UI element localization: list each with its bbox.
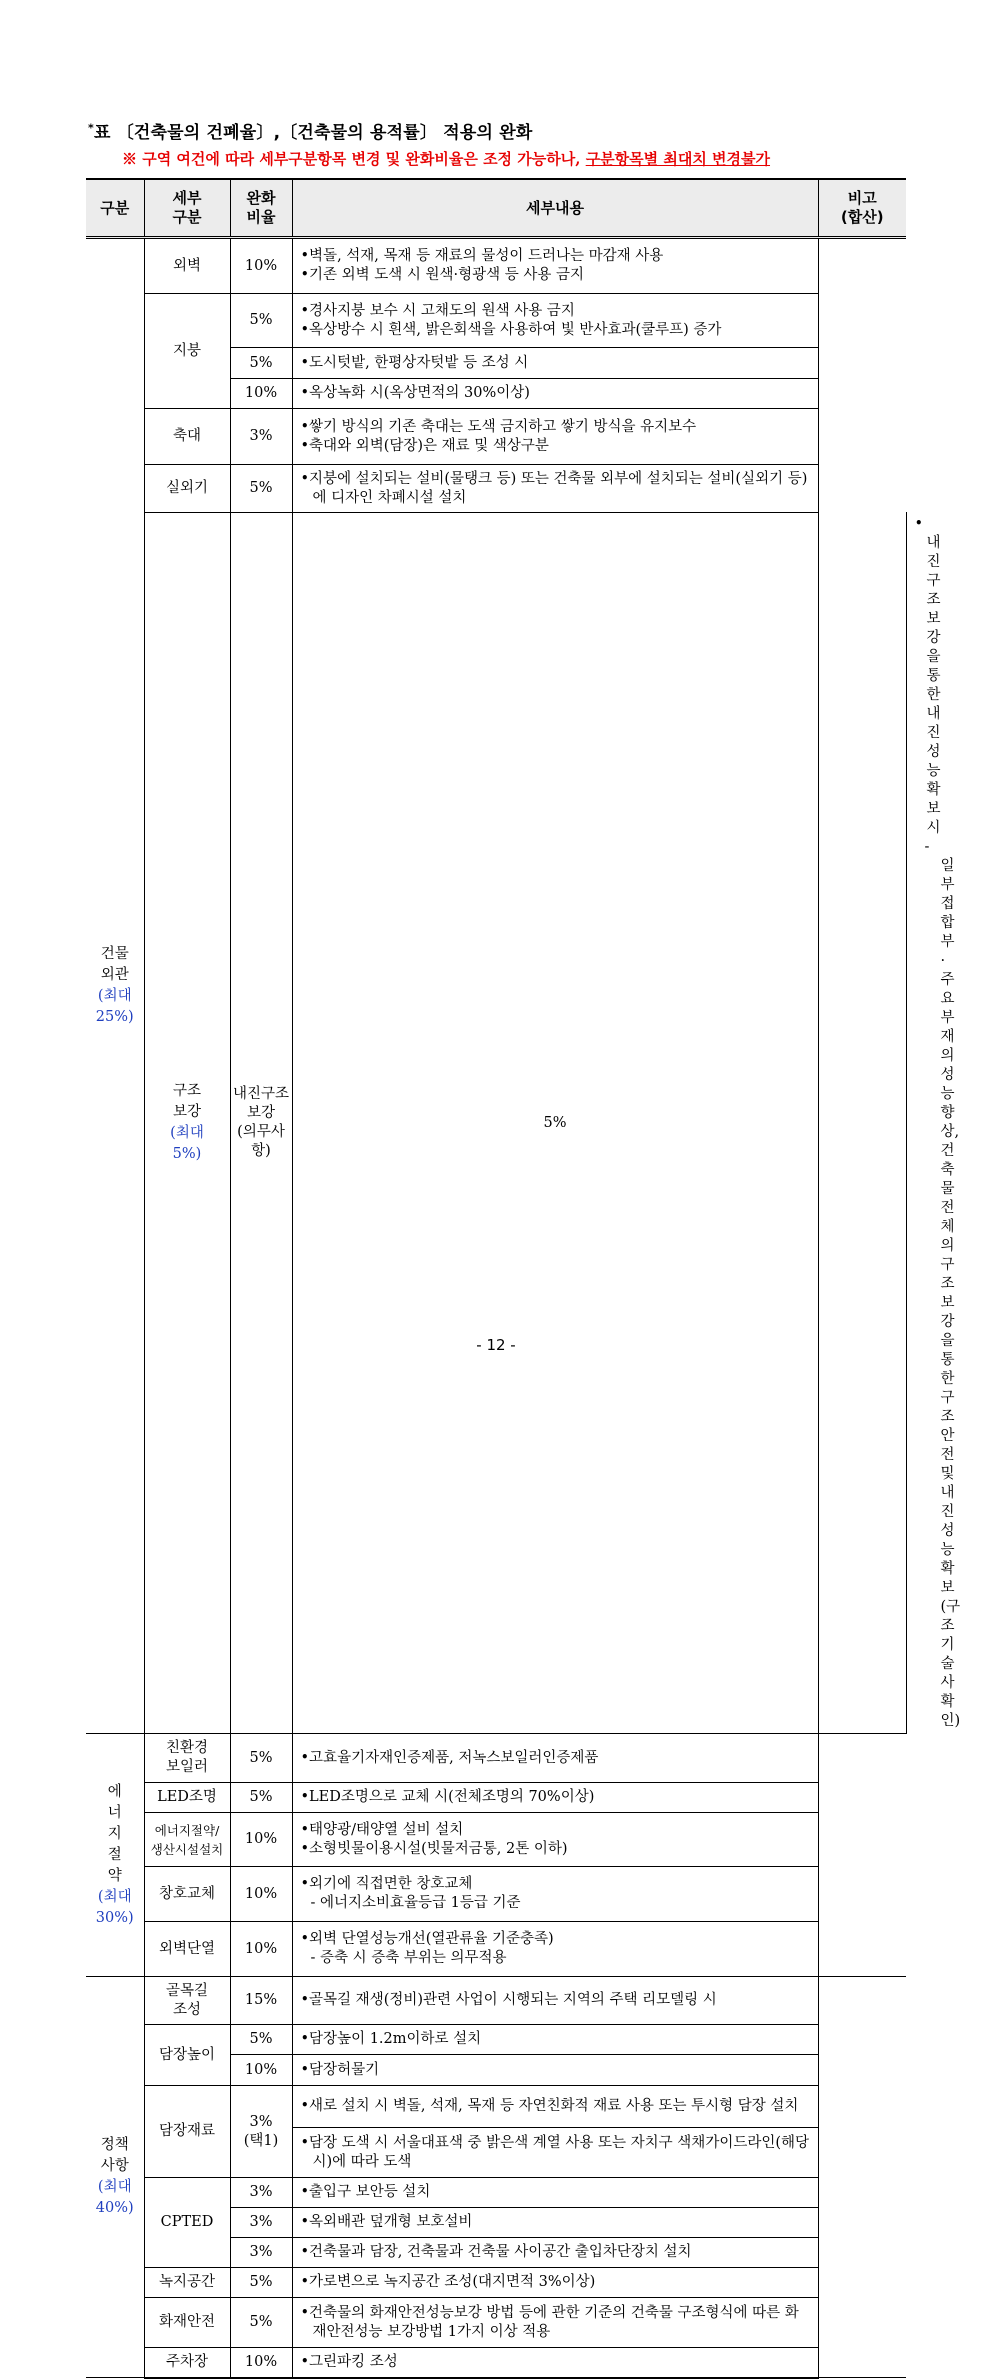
table-row (86, 409, 906, 465)
header-category: 구분 (86, 179, 144, 238)
rate-fence2: 10% (230, 2055, 292, 2086)
rate-seismic: 5% (292, 513, 818, 1734)
rate-cpted2: 3% (230, 2208, 292, 2238)
note-line (122, 148, 912, 169)
table-row (86, 294, 906, 348)
sub-roof: 지붕 (144, 294, 230, 409)
detail-roof3: •옥상녹화 시(옥상면적의 30%이상) (292, 379, 818, 409)
category-energy: 에 너 지 절 약 (최대 30%) (86, 1734, 144, 1977)
rate-window: 10% (230, 1867, 292, 1922)
header-row (86, 179, 906, 238)
detail-boiler: •고효율기자재인증제품, 저녹스보일러인증제품 (292, 1734, 818, 1783)
sub-led: LED조명 (144, 1783, 230, 1813)
detail-cpted2: •옥외배관 덮개형 보호설비 (292, 2208, 818, 2238)
sub-parking: 주차장 (144, 2348, 230, 2378)
table-row: 구조 보강 (최대 5%) 내진구조 보강 (의무사항) 5% •내진구조보강을 통한 내진성능 확보 시 - 일부 접합부·주요 부재의 성능향상, 건축물 전체의 구조보강을 통한 구조안전 및 내진성능확보 (구조기술사 확인) (86, 513, 906, 1734)
note-underlined: 구분항목별 최대치 변경불가 (585, 150, 771, 168)
rate-cpted1: 3% (230, 2178, 292, 2208)
table-row (86, 2298, 906, 2348)
title-mark: * (88, 121, 94, 135)
sub-wallbase: 축대 (144, 409, 230, 465)
detail-cpted1: •출입구 보안등 설치 (292, 2178, 818, 2208)
table-title (88, 118, 532, 143)
remark-exterior (818, 238, 906, 1734)
detail-parking: •그린파킹 조성 (292, 2348, 818, 2378)
rate-fencemat: 3% (택1) (230, 2086, 292, 2178)
rate-roof2: 5% (230, 348, 292, 379)
rate-wallbase: 3% (230, 409, 292, 465)
detail-outdoor: •지붕에 설치되는 설비(물탱크 등) 또는 건축물 외부에 설치되는 설비(실외기 등)에 디자인 차폐시설 설치 (292, 465, 818, 513)
header-rate: 완화 비율 (230, 179, 292, 238)
sub-fencemat: 담장재료 (144, 2086, 230, 2178)
table-row (86, 465, 906, 513)
detail-cpted3: •건축물과 담장, 건축물과 건축물 사이공간 출입차단장치 설치 (292, 2238, 818, 2268)
sub-green: 녹지공간 (144, 2268, 230, 2298)
title-text: 표 〔건축물의 건폐율〕,〔건축물의 용적률〕 적용의 완화 (93, 123, 533, 143)
detail-renew: •태양광/태양열 설비 설치 •소형빗물이용시설(빗물저금통, 2톤 이하) (292, 1813, 818, 1867)
table-row (86, 1867, 906, 1922)
table-row (86, 2178, 906, 2208)
detail-fencemat1: •새로 설치 시 벽돌, 석재, 목재 등 자연친화적 재료 사용 또는 투시형 담장 설치 (292, 2086, 818, 2128)
sub-seismic: 내진구조 보강 (의무사항) (230, 513, 292, 1734)
detail-alley: •골목길 재생(정비)관련 사업이 시행되는 지역의 주택 리모델링 시 (292, 1977, 818, 2025)
rate-outdoor: 5% (230, 465, 292, 513)
sub-fence: 담장높이 (144, 2025, 230, 2086)
rate-green: 5% (230, 2268, 292, 2298)
rate-alley: 15% (230, 1977, 292, 2025)
table-row (86, 1734, 906, 1783)
header-detail: 세부내용 (292, 179, 818, 238)
sub-boiler: 친환경 보일러 (144, 1734, 230, 1783)
detail-fence2: •담장허물기 (292, 2055, 818, 2086)
rate-cpted3: 3% (230, 2238, 292, 2268)
category-structure: 구조 보강 (최대 5%) (144, 513, 230, 1734)
sub-fire: 화재안전 (144, 2298, 230, 2348)
rate-parking: 10% (230, 2348, 292, 2378)
sub-renew: 에너지절약/ 생산시설설치 (144, 1813, 230, 1867)
remark-energy (818, 1734, 906, 1977)
detail-wall: •벽돌, 석재, 목재 등 재료의 물성이 드러나는 마감재 사용 •기존 외벽 도색 시 원색·형광색 등 사용 금지 (292, 238, 818, 294)
sub-alley: 골목길 조성 (144, 1977, 230, 2025)
detail-window: •외기에 직접면한 창호교체 - 에너지소비효율등급 1등급 기준 (292, 1867, 818, 1922)
table-row (86, 2086, 906, 2128)
rate-boiler: 5% (230, 1734, 292, 1783)
table-row (86, 2268, 906, 2298)
table-row (86, 1922, 906, 1977)
category-policy: 정책 사항 (최대 40%) (86, 1977, 144, 2378)
rate-insul: 10% (230, 1922, 292, 1977)
table-row (86, 238, 906, 294)
sub-outdoor: 실외기 (144, 465, 230, 513)
header-remark: 비고 (합산) (818, 179, 906, 238)
table-row (86, 1977, 906, 2025)
sub-insul: 외벽단열 (144, 1922, 230, 1977)
table-row (86, 1813, 906, 1867)
rate-fire: 5% (230, 2298, 292, 2348)
table-row (86, 1783, 906, 1813)
detail-roof1: •경사지붕 보수 시 고채도의 원색 사용 금지 •옥상방수 시 흰색, 밝은회색을 사용하여 빛 반사효과(쿨루프) 증가 (292, 294, 818, 348)
table-row (86, 2348, 906, 2378)
header-subcategory: 세부 구분 (144, 179, 230, 238)
detail-fencemat2: •담장 도색 시 서울대표색 중 밝은색 계열 사용 또는 자치구 색채가이드라인(해당 시)에 따라 도색 (292, 2128, 818, 2178)
detail-insul: •외벽 단열성능개선(열관류율 기준충족) - 증축 시 증축 부위는 의무적용 (292, 1922, 818, 1977)
detail-wallbase: •쌓기 방식의 기존 축대는 도색 금지하고 쌓기 방식을 유지보수 •축대와 외벽(담장)은 재료 및 색상구분 (292, 409, 818, 465)
relaxation-table (86, 178, 961, 2379)
page-number: - 12 - (476, 1336, 516, 1354)
detail-fire: •건축물의 화재안전성능보강 방법 등에 관한 기준의 건축물 구조형식에 따른 화재안전성능 보강방법 1가지 이상 적용 (292, 2298, 818, 2348)
sub-cpted: CPTED (144, 2178, 230, 2268)
rate-roof1: 5% (230, 294, 292, 348)
rate-renew: 10% (230, 1813, 292, 1867)
sub-wall: 외벽 (144, 238, 230, 294)
category-exterior: 건물 외관 (최대 25%) (86, 238, 144, 1734)
rate-wall: 10% (230, 238, 292, 294)
rate-roof3: 10% (230, 379, 292, 409)
table-row (86, 2025, 906, 2055)
sub-window: 창호교체 (144, 1867, 230, 1922)
remark-policy (818, 1977, 906, 2378)
detail-roof2: •도시텃밭, 한평상자텃밭 등 조성 시 (292, 348, 818, 379)
detail-led: •LED조명으로 교체 시(전체조명의 70%이상) (292, 1783, 818, 1813)
rate-led: 5% (230, 1783, 292, 1813)
detail-fence1: •담장높이 1.2m이하로 설치 (292, 2025, 818, 2055)
note-prefix: ※ 구역 여건에 따라 세부구분항목 변경 및 완화비율은 조정 가능하나, (122, 150, 586, 168)
detail-green: •가로변으로 녹지공간 조성(대지면적 3%이상) (292, 2268, 818, 2298)
rate-fence1: 5% (230, 2025, 292, 2055)
